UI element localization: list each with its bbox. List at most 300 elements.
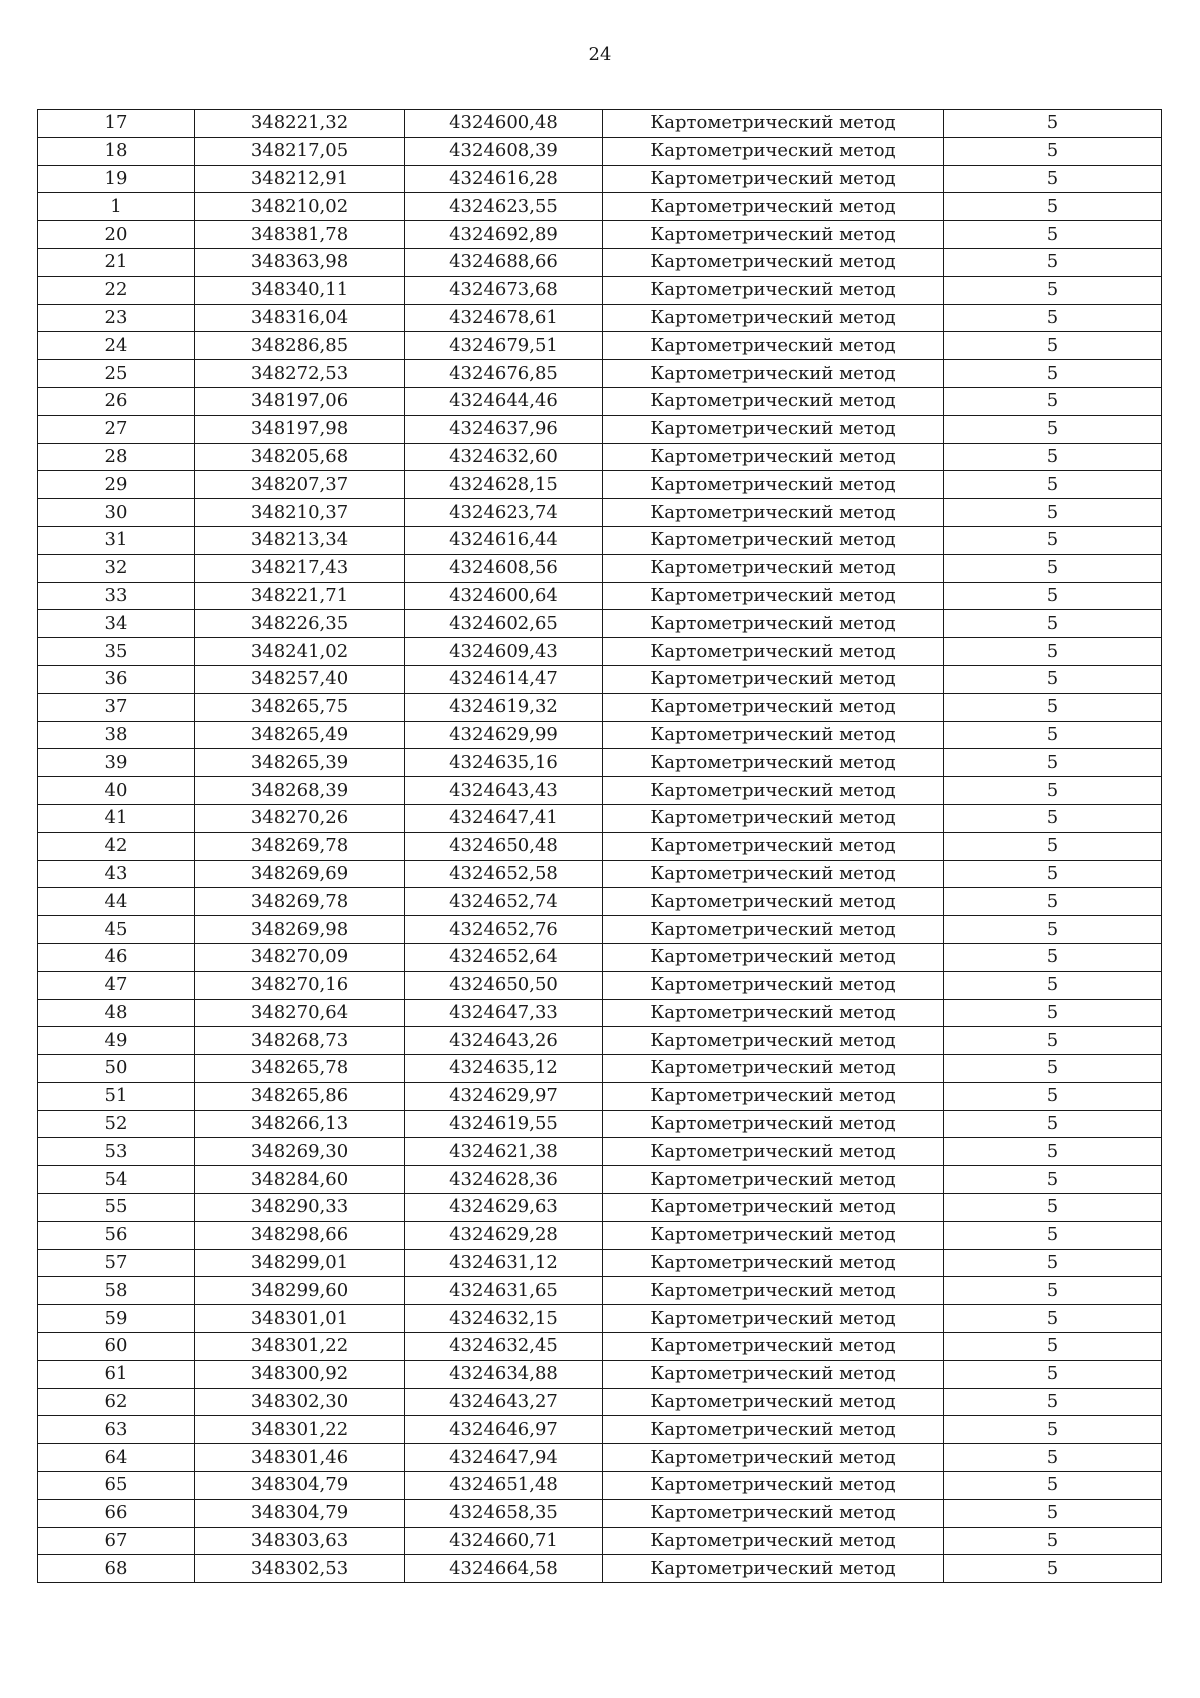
x-coordinate-cell: 348266,13 — [195, 1110, 405, 1138]
y-coordinate-cell: 4324651,48 — [405, 1472, 603, 1500]
x-coordinate-cell: 348265,49 — [195, 721, 405, 749]
y-coordinate-cell: 4324632,45 — [405, 1333, 603, 1361]
y-coordinate-cell: 4324647,33 — [405, 999, 603, 1027]
x-coordinate-cell: 348304,79 — [195, 1499, 405, 1527]
table-row — [38, 693, 1162, 721]
point-number-cell: 67 — [38, 1527, 195, 1555]
method-cell: Картометрический метод — [603, 471, 944, 499]
y-coordinate-cell: 4324631,65 — [405, 1277, 603, 1305]
x-coordinate-cell: 348302,30 — [195, 1388, 405, 1416]
table-row — [38, 165, 1162, 193]
x-coordinate-cell: 348207,37 — [195, 471, 405, 499]
accuracy-cell: 5 — [944, 610, 1162, 638]
point-number-cell: 52 — [38, 1110, 195, 1138]
table-row — [38, 471, 1162, 499]
table-row — [38, 1555, 1162, 1583]
y-coordinate-cell: 4324692,89 — [405, 221, 603, 249]
x-coordinate-cell: 348197,06 — [195, 387, 405, 415]
method-cell: Картометрический метод — [603, 415, 944, 443]
method-cell: Картометрический метод — [603, 582, 944, 610]
accuracy-cell: 5 — [944, 1444, 1162, 1472]
accuracy-cell: 5 — [944, 499, 1162, 527]
x-coordinate-cell: 348265,75 — [195, 693, 405, 721]
point-number-cell: 59 — [38, 1305, 195, 1333]
point-number-cell: 65 — [38, 1472, 195, 1500]
table-row — [38, 1499, 1162, 1527]
accuracy-cell: 5 — [944, 1221, 1162, 1249]
method-cell: Картометрический метод — [603, 1472, 944, 1500]
y-coordinate-cell: 4324609,43 — [405, 638, 603, 666]
y-coordinate-cell: 4324660,71 — [405, 1527, 603, 1555]
method-cell: Картометрический метод — [603, 1333, 944, 1361]
point-number-cell: 29 — [38, 471, 195, 499]
method-cell: Картометрический метод — [603, 1277, 944, 1305]
method-cell: Картометрический метод — [603, 110, 944, 138]
x-coordinate-cell: 348221,32 — [195, 110, 405, 138]
point-number-cell: 33 — [38, 582, 195, 610]
y-coordinate-cell: 4324664,58 — [405, 1555, 603, 1583]
point-number-cell: 48 — [38, 999, 195, 1027]
accuracy-cell: 5 — [944, 110, 1162, 138]
accuracy-cell: 5 — [944, 1082, 1162, 1110]
method-cell: Картометрический метод — [603, 749, 944, 777]
accuracy-cell: 5 — [944, 276, 1162, 304]
point-number-cell: 36 — [38, 665, 195, 693]
y-coordinate-cell: 4324634,88 — [405, 1360, 603, 1388]
x-coordinate-cell: 348197,98 — [195, 415, 405, 443]
accuracy-cell: 5 — [944, 749, 1162, 777]
x-coordinate-cell: 348210,37 — [195, 499, 405, 527]
accuracy-cell: 5 — [944, 387, 1162, 415]
point-number-cell: 62 — [38, 1388, 195, 1416]
x-coordinate-cell: 348265,39 — [195, 749, 405, 777]
accuracy-cell: 5 — [944, 1416, 1162, 1444]
x-coordinate-cell: 348265,86 — [195, 1082, 405, 1110]
point-number-cell: 17 — [38, 110, 195, 138]
x-coordinate-cell: 348269,69 — [195, 860, 405, 888]
y-coordinate-cell: 4324619,32 — [405, 693, 603, 721]
x-coordinate-cell: 348301,22 — [195, 1416, 405, 1444]
x-coordinate-cell: 348226,35 — [195, 610, 405, 638]
accuracy-cell: 5 — [944, 1027, 1162, 1055]
y-coordinate-cell: 4324600,64 — [405, 582, 603, 610]
accuracy-cell: 5 — [944, 693, 1162, 721]
y-coordinate-cell: 4324629,63 — [405, 1194, 603, 1222]
y-coordinate-cell: 4324631,12 — [405, 1249, 603, 1277]
table-row — [38, 888, 1162, 916]
point-number-cell: 47 — [38, 971, 195, 999]
method-cell: Картометрический метод — [603, 499, 944, 527]
table-row — [38, 415, 1162, 443]
table-row — [38, 1388, 1162, 1416]
table-row — [38, 304, 1162, 332]
point-number-cell: 26 — [38, 387, 195, 415]
accuracy-cell: 5 — [944, 1555, 1162, 1583]
y-coordinate-cell: 4324647,94 — [405, 1444, 603, 1472]
point-number-cell: 61 — [38, 1360, 195, 1388]
accuracy-cell: 5 — [944, 832, 1162, 860]
y-coordinate-cell: 4324673,68 — [405, 276, 603, 304]
accuracy-cell: 5 — [944, 860, 1162, 888]
x-coordinate-cell: 348363,98 — [195, 248, 405, 276]
method-cell: Картометрический метод — [603, 693, 944, 721]
method-cell: Картометрический метод — [603, 943, 944, 971]
x-coordinate-cell: 348303,63 — [195, 1527, 405, 1555]
point-number-cell: 46 — [38, 943, 195, 971]
point-number-cell: 66 — [38, 1499, 195, 1527]
y-coordinate-cell: 4324623,74 — [405, 499, 603, 527]
method-cell: Картометрический метод — [603, 1166, 944, 1194]
accuracy-cell: 5 — [944, 332, 1162, 360]
method-cell: Картометрический метод — [603, 860, 944, 888]
method-cell: Картометрический метод — [603, 1388, 944, 1416]
method-cell: Картометрический метод — [603, 1416, 944, 1444]
table-row — [38, 1221, 1162, 1249]
point-number-cell: 45 — [38, 916, 195, 944]
method-cell: Картометрический метод — [603, 1027, 944, 1055]
y-coordinate-cell: 4324619,55 — [405, 1110, 603, 1138]
point-number-cell: 53 — [38, 1138, 195, 1166]
point-number-cell: 24 — [38, 332, 195, 360]
point-number-cell: 64 — [38, 1444, 195, 1472]
table-row — [38, 1527, 1162, 1555]
y-coordinate-cell: 4324616,28 — [405, 165, 603, 193]
x-coordinate-cell: 348301,46 — [195, 1444, 405, 1472]
table-row — [38, 1055, 1162, 1083]
y-coordinate-cell: 4324635,16 — [405, 749, 603, 777]
y-coordinate-cell: 4324652,76 — [405, 916, 603, 944]
x-coordinate-cell: 348286,85 — [195, 332, 405, 360]
point-number-cell: 43 — [38, 860, 195, 888]
point-number-cell: 30 — [38, 499, 195, 527]
method-cell: Картометрический метод — [603, 276, 944, 304]
point-number-cell: 49 — [38, 1027, 195, 1055]
table-row — [38, 1360, 1162, 1388]
table-row — [38, 1166, 1162, 1194]
accuracy-cell: 5 — [944, 888, 1162, 916]
coordinates-table — [37, 109, 1162, 1583]
point-number-cell: 22 — [38, 276, 195, 304]
point-number-cell: 56 — [38, 1221, 195, 1249]
method-cell: Картометрический метод — [603, 610, 944, 638]
accuracy-cell: 5 — [944, 1166, 1162, 1194]
y-coordinate-cell: 4324628,36 — [405, 1166, 603, 1194]
x-coordinate-cell: 348213,34 — [195, 526, 405, 554]
y-coordinate-cell: 4324652,58 — [405, 860, 603, 888]
table-row — [38, 276, 1162, 304]
method-cell: Картометрический метод — [603, 888, 944, 916]
y-coordinate-cell: 4324628,15 — [405, 471, 603, 499]
y-coordinate-cell: 4324647,41 — [405, 804, 603, 832]
y-coordinate-cell: 4324616,44 — [405, 526, 603, 554]
method-cell: Картометрический метод — [603, 638, 944, 666]
table-row — [38, 499, 1162, 527]
method-cell: Картометрический метод — [603, 1221, 944, 1249]
method-cell: Картометрический метод — [603, 1555, 944, 1583]
method-cell: Картометрический метод — [603, 665, 944, 693]
accuracy-cell: 5 — [944, 1333, 1162, 1361]
table-row — [38, 1333, 1162, 1361]
y-coordinate-cell: 4324623,55 — [405, 193, 603, 221]
method-cell: Картометрический метод — [603, 221, 944, 249]
x-coordinate-cell: 348304,79 — [195, 1472, 405, 1500]
table-row — [38, 1110, 1162, 1138]
accuracy-cell: 5 — [944, 582, 1162, 610]
point-number-cell: 39 — [38, 749, 195, 777]
accuracy-cell: 5 — [944, 193, 1162, 221]
method-cell: Картометрический метод — [603, 137, 944, 165]
x-coordinate-cell: 348299,60 — [195, 1277, 405, 1305]
table-row — [38, 1082, 1162, 1110]
x-coordinate-cell: 348210,02 — [195, 193, 405, 221]
y-coordinate-cell: 4324650,50 — [405, 971, 603, 999]
accuracy-cell: 5 — [944, 1527, 1162, 1555]
method-cell: Картометрический метод — [603, 1082, 944, 1110]
x-coordinate-cell: 348269,98 — [195, 916, 405, 944]
x-coordinate-cell: 348301,22 — [195, 1333, 405, 1361]
point-number-cell: 32 — [38, 554, 195, 582]
method-cell: Картометрический метод — [603, 360, 944, 388]
y-coordinate-cell: 4324678,61 — [405, 304, 603, 332]
x-coordinate-cell: 348221,71 — [195, 582, 405, 610]
y-coordinate-cell: 4324632,15 — [405, 1305, 603, 1333]
accuracy-cell: 5 — [944, 943, 1162, 971]
accuracy-cell: 5 — [944, 221, 1162, 249]
method-cell: Картометрический метод — [603, 1138, 944, 1166]
method-cell: Картометрический метод — [603, 1444, 944, 1472]
x-coordinate-cell: 348381,78 — [195, 221, 405, 249]
method-cell: Картометрический метод — [603, 1499, 944, 1527]
point-number-cell: 50 — [38, 1055, 195, 1083]
accuracy-cell: 5 — [944, 1305, 1162, 1333]
y-coordinate-cell: 4324614,47 — [405, 665, 603, 693]
point-number-cell: 21 — [38, 248, 195, 276]
accuracy-cell: 5 — [944, 804, 1162, 832]
table-row — [38, 221, 1162, 249]
accuracy-cell: 5 — [944, 999, 1162, 1027]
accuracy-cell: 5 — [944, 415, 1162, 443]
method-cell: Картометрический метод — [603, 165, 944, 193]
y-coordinate-cell: 4324676,85 — [405, 360, 603, 388]
x-coordinate-cell: 348302,53 — [195, 1555, 405, 1583]
table-row — [38, 1027, 1162, 1055]
accuracy-cell: 5 — [944, 1499, 1162, 1527]
table-row — [38, 749, 1162, 777]
table-row — [38, 554, 1162, 582]
x-coordinate-cell: 348269,30 — [195, 1138, 405, 1166]
y-coordinate-cell: 4324650,48 — [405, 832, 603, 860]
accuracy-cell: 5 — [944, 1110, 1162, 1138]
accuracy-cell: 5 — [944, 1388, 1162, 1416]
method-cell: Картометрический метод — [603, 999, 944, 1027]
x-coordinate-cell: 348290,33 — [195, 1194, 405, 1222]
accuracy-cell: 5 — [944, 1472, 1162, 1500]
x-coordinate-cell: 348272,53 — [195, 360, 405, 388]
accuracy-cell: 5 — [944, 304, 1162, 332]
method-cell: Картометрический метод — [603, 1360, 944, 1388]
accuracy-cell: 5 — [944, 1277, 1162, 1305]
table-row — [38, 638, 1162, 666]
x-coordinate-cell: 348270,09 — [195, 943, 405, 971]
accuracy-cell: 5 — [944, 638, 1162, 666]
point-number-cell: 1 — [38, 193, 195, 221]
table-row — [38, 248, 1162, 276]
accuracy-cell: 5 — [944, 1138, 1162, 1166]
point-number-cell: 68 — [38, 1555, 195, 1583]
table-row — [38, 832, 1162, 860]
accuracy-cell: 5 — [944, 165, 1162, 193]
method-cell: Картометрический метод — [603, 332, 944, 360]
x-coordinate-cell: 348284,60 — [195, 1166, 405, 1194]
point-number-cell: 55 — [38, 1194, 195, 1222]
method-cell: Картометрический метод — [603, 971, 944, 999]
method-cell: Картометрический метод — [603, 304, 944, 332]
point-number-cell: 27 — [38, 415, 195, 443]
method-cell: Картометрический метод — [603, 832, 944, 860]
y-coordinate-cell: 4324635,12 — [405, 1055, 603, 1083]
point-number-cell: 19 — [38, 165, 195, 193]
table-row — [38, 1416, 1162, 1444]
x-coordinate-cell: 348316,04 — [195, 304, 405, 332]
point-number-cell: 44 — [38, 888, 195, 916]
table-row — [38, 1472, 1162, 1500]
y-coordinate-cell: 4324602,65 — [405, 610, 603, 638]
accuracy-cell: 5 — [944, 137, 1162, 165]
table-row — [38, 665, 1162, 693]
table-row — [38, 1138, 1162, 1166]
table-row — [38, 610, 1162, 638]
table-row — [38, 1194, 1162, 1222]
accuracy-cell: 5 — [944, 1194, 1162, 1222]
x-coordinate-cell: 348205,68 — [195, 443, 405, 471]
accuracy-cell: 5 — [944, 721, 1162, 749]
method-cell: Картометрический метод — [603, 804, 944, 832]
y-coordinate-cell: 4324637,96 — [405, 415, 603, 443]
x-coordinate-cell: 348340,11 — [195, 276, 405, 304]
y-coordinate-cell: 4324643,26 — [405, 1027, 603, 1055]
y-coordinate-cell: 4324652,64 — [405, 943, 603, 971]
table-row — [38, 443, 1162, 471]
table-row — [38, 804, 1162, 832]
x-coordinate-cell: 348270,64 — [195, 999, 405, 1027]
method-cell: Картометрический метод — [603, 1305, 944, 1333]
point-number-cell: 28 — [38, 443, 195, 471]
table-row — [38, 860, 1162, 888]
point-number-cell: 35 — [38, 638, 195, 666]
table-row — [38, 971, 1162, 999]
y-coordinate-cell: 4324632,60 — [405, 443, 603, 471]
y-coordinate-cell: 4324658,35 — [405, 1499, 603, 1527]
y-coordinate-cell: 4324679,51 — [405, 332, 603, 360]
page-number: 24 — [588, 44, 612, 65]
x-coordinate-cell: 348212,91 — [195, 165, 405, 193]
y-coordinate-cell: 4324688,66 — [405, 248, 603, 276]
point-number-cell: 18 — [38, 137, 195, 165]
point-number-cell: 60 — [38, 1333, 195, 1361]
x-coordinate-cell: 348265,78 — [195, 1055, 405, 1083]
method-cell: Картометрический метод — [603, 554, 944, 582]
y-coordinate-cell: 4324608,39 — [405, 137, 603, 165]
accuracy-cell: 5 — [944, 526, 1162, 554]
accuracy-cell: 5 — [944, 1249, 1162, 1277]
table-row — [38, 110, 1162, 138]
method-cell: Картометрический метод — [603, 526, 944, 554]
accuracy-cell: 5 — [944, 554, 1162, 582]
accuracy-cell: 5 — [944, 777, 1162, 805]
table-row — [38, 721, 1162, 749]
y-coordinate-cell: 4324646,97 — [405, 1416, 603, 1444]
y-coordinate-cell: 4324629,99 — [405, 721, 603, 749]
method-cell: Картометрический метод — [603, 387, 944, 415]
point-number-cell: 20 — [38, 221, 195, 249]
x-coordinate-cell: 348301,01 — [195, 1305, 405, 1333]
x-coordinate-cell: 348257,40 — [195, 665, 405, 693]
point-number-cell: 58 — [38, 1277, 195, 1305]
x-coordinate-cell: 348269,78 — [195, 888, 405, 916]
x-coordinate-cell: 348298,66 — [195, 1221, 405, 1249]
table-row — [38, 387, 1162, 415]
accuracy-cell: 5 — [944, 1360, 1162, 1388]
table-row — [38, 193, 1162, 221]
point-number-cell: 23 — [38, 304, 195, 332]
method-cell: Картометрический метод — [603, 1527, 944, 1555]
method-cell: Картометрический метод — [603, 721, 944, 749]
point-number-cell: 57 — [38, 1249, 195, 1277]
x-coordinate-cell: 348268,73 — [195, 1027, 405, 1055]
table-row — [38, 1305, 1162, 1333]
table-row — [38, 1277, 1162, 1305]
point-number-cell: 54 — [38, 1166, 195, 1194]
point-number-cell: 38 — [38, 721, 195, 749]
point-number-cell: 31 — [38, 526, 195, 554]
x-coordinate-cell: 348270,16 — [195, 971, 405, 999]
x-coordinate-cell: 348269,78 — [195, 832, 405, 860]
y-coordinate-cell: 4324629,97 — [405, 1082, 603, 1110]
method-cell: Картометрический метод — [603, 1110, 944, 1138]
table-row — [38, 999, 1162, 1027]
accuracy-cell: 5 — [944, 360, 1162, 388]
accuracy-cell: 5 — [944, 916, 1162, 944]
point-number-cell: 25 — [38, 360, 195, 388]
y-coordinate-cell: 4324629,28 — [405, 1221, 603, 1249]
x-coordinate-cell: 348217,43 — [195, 554, 405, 582]
point-number-cell: 41 — [38, 804, 195, 832]
point-number-cell: 37 — [38, 693, 195, 721]
table-row — [38, 360, 1162, 388]
accuracy-cell: 5 — [944, 665, 1162, 693]
y-coordinate-cell: 4324600,48 — [405, 110, 603, 138]
method-cell: Картометрический метод — [603, 1249, 944, 1277]
table-row — [38, 582, 1162, 610]
y-coordinate-cell: 4324608,56 — [405, 554, 603, 582]
method-cell: Картометрический метод — [603, 916, 944, 944]
y-coordinate-cell: 4324652,74 — [405, 888, 603, 916]
coordinates-table-body — [38, 110, 1162, 1583]
x-coordinate-cell: 348217,05 — [195, 137, 405, 165]
x-coordinate-cell: 348299,01 — [195, 1249, 405, 1277]
table-row — [38, 1444, 1162, 1472]
method-cell: Картометрический метод — [603, 777, 944, 805]
y-coordinate-cell: 4324643,27 — [405, 1388, 603, 1416]
accuracy-cell: 5 — [944, 471, 1162, 499]
table-row — [38, 943, 1162, 971]
table-row — [38, 137, 1162, 165]
method-cell: Картометрический метод — [603, 1055, 944, 1083]
table-row — [38, 916, 1162, 944]
point-number-cell: 51 — [38, 1082, 195, 1110]
method-cell: Картометрический метод — [603, 248, 944, 276]
accuracy-cell: 5 — [944, 1055, 1162, 1083]
